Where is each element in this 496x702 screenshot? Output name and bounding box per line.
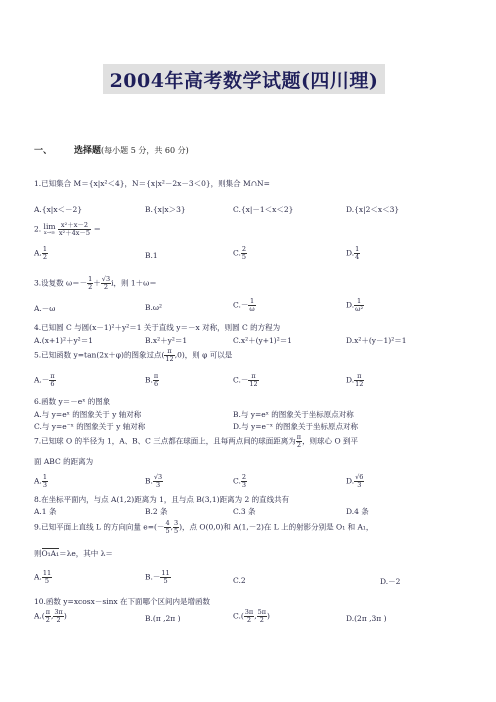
q8-stem: 8.在坐标平面内，与点 A(1,2)距离为 1，且与点 B(3,1)距离为 2 的直线共有 xyxy=(34,495,290,504)
q1-option-b: B.{x|x＞3} xyxy=(145,205,186,214)
q9-option-d: D.－2 xyxy=(380,577,401,586)
q4-option-b: B.x²＋y²＝1 xyxy=(145,336,188,345)
q4-option-d: D.x²＋(y－1)²＝1 xyxy=(346,336,407,345)
q9-option-a: A. $\frac{11}{5}$ xyxy=(34,569,52,585)
q10-option-c: C.( $\frac{3\pi}{2}$ , $\frac{5\pi}{2}$ ) xyxy=(233,608,270,624)
q3-stem: 3.设复数 ω＝－ $\frac{1}{2}$ ＋ $\frac{√3}{2}$ i，则 1＋ω＝ xyxy=(34,275,157,291)
q7-option-b: B. $\frac{√3}{3}$ xyxy=(145,473,163,489)
q8-option-c: C.3 条 xyxy=(233,507,256,516)
q3-option-c: C.－ $\frac{1}{\omega}$ xyxy=(233,297,255,313)
q5-stem: 5.已知函数 y=tan(2x＋φ)的图象过点( $\frac{\pi}{12}$ ,0)，则 φ 可以是 xyxy=(34,347,233,363)
q9-stem-line2: 则O₁A₁＝λe，其中 λ＝ xyxy=(34,549,113,558)
q10-option-d: D.(2π ,3π ) xyxy=(346,614,387,623)
q2-stem: 2. lim x→∞ $\frac{\text{x²＋x－2}}{\text{x²＋4x－5}}$ ＝ xyxy=(34,221,101,237)
q3-option-d: D. $\frac{1}{\text{ω²}}$ xyxy=(346,297,364,313)
q2-option-c: C. $\frac{2}{5}$ xyxy=(233,245,246,261)
q4-option-c: C.x²＋(y+1)²＝1 xyxy=(233,336,293,345)
q3-option-b: B.ω² xyxy=(145,303,163,312)
q6-stem: 6.函数 y＝－eˣ 的图象 xyxy=(34,397,111,406)
q9-option-c: C.2 xyxy=(233,576,246,585)
q6-option-b: B.与 y=eˣ 的图象关于坐标原点对称 xyxy=(233,410,354,419)
q8-option-d: D.4 条 xyxy=(346,507,369,516)
q8-option-a: A.1 条 xyxy=(34,507,57,516)
q6-option-a: A.与 y=eˣ 的图象关于 y 轴对称 xyxy=(34,410,142,419)
q1-option-a: A.{x|x＜－2} xyxy=(34,205,83,214)
q5-option-c: C.－ $\frac{\pi}{12}$ xyxy=(233,372,258,388)
q4-option-a: A.(x+1)²＋y²＝1 xyxy=(34,336,93,345)
q7-option-d: D. $\frac{√6}{3}$ xyxy=(346,473,364,489)
q5-option-b: B. $\frac{\pi}{6}$ xyxy=(145,372,159,388)
section-heading: 一、 选择题(每小题 5 分，共 60 分) xyxy=(34,146,189,156)
q7-stem: 7.已知球 O 的半径为 1，A、B、C 三点都在球面上，且每两点间的球面距离为 $\frac{\pi}{2}$ ，则球心 O 到平 xyxy=(34,433,358,449)
q2-option-d: D. $\frac{1}{4}$ xyxy=(346,245,360,261)
q10-option-b: B.(π ,2π ) xyxy=(145,614,181,623)
q2-fraction: $\frac{\text{x²＋x－2}}{\text{x²＋4x－5}}$ xyxy=(58,221,91,237)
q9-stem: 9.已知平面上直线 L 的方向向量 e=(－ $\frac{4}{5}$ , $\frac{3}{5}$ )，点 O(0,0)和 A(1,－2)在 L 上的射影分别是 O₁ 和 A₁， xyxy=(34,519,374,535)
q6-option-c: C.与 y=e⁻ˣ 的图象关于 y 轴对称 xyxy=(34,422,146,431)
page-title: 2004年高考数学试题(四川理) xyxy=(109,70,379,92)
q5-option-a: A.－ $\frac{\pi}{6}$ xyxy=(34,372,55,388)
q10-stem: 10.函数 y=xcosx－sinx 在下面哪个区间内是增函数 xyxy=(34,597,211,606)
q3-option-a: A.－ω xyxy=(34,304,56,313)
q10-option-a: A.( $\frac{\pi}{2}$ , $\frac{3\pi}{2}$ ) xyxy=(34,608,67,624)
q1-stem: 1.已知集合 M＝{x|x²＜4}，N＝{x|x²－2x－3＜0}，则集合 M∩N= xyxy=(34,179,270,188)
q8-option-b: B.2 条 xyxy=(145,507,168,516)
q7-option-c: C. $\frac{2}{3}$ xyxy=(233,473,246,489)
q9-option-b: B.－ $\frac{11}{5}$ xyxy=(145,569,170,585)
q1-option-d: D.{x|2＜x＜3} xyxy=(346,205,400,214)
q7-option-a: A. $\frac{1}{3}$ xyxy=(34,473,47,489)
q5-option-d: D. $\frac{\pi}{12}$ xyxy=(346,372,364,388)
q2-option-b: B.1 xyxy=(145,251,158,260)
q1-option-c: C.{x|－1＜x＜2} xyxy=(233,205,294,214)
q4-stem: 4.已知圆 C 与圆(x－1)²＋y²＝1 关于直线 y＝－x 对称，则圆 C 的方程为 xyxy=(34,323,281,332)
q7-stem-line2: 面 ABC 的距离为 xyxy=(34,457,94,466)
q6-option-d: D.与 y=e⁻ˣ 的图象关于坐标原点对称 xyxy=(233,422,358,431)
q2-option-a: A. $\frac{1}{2}$ xyxy=(34,245,47,261)
